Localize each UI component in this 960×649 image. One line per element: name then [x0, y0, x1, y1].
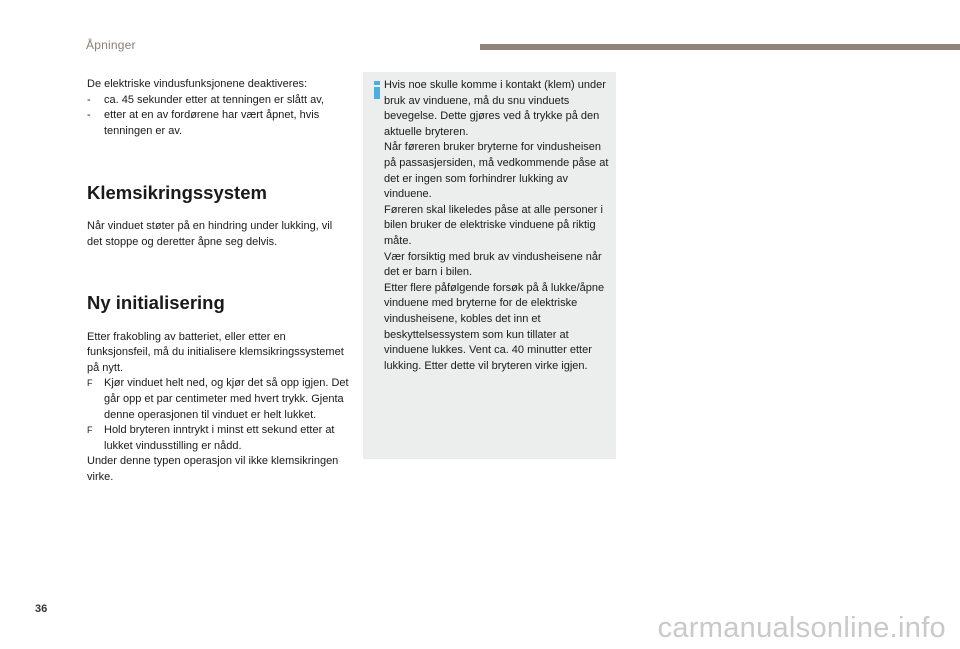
intro-text: De elektriske vindusfunksjonene deaktiveres: — [87, 78, 308, 90]
left-column — [87, 77, 349, 486]
heading-ny-initialisering: Ny initialisering — [87, 291, 225, 313]
dash-marker: - — [87, 109, 91, 122]
info-paragraph: Føreren skal likeledes påse at alle personer i bilen bruker de elektriske vinduene på riktig måte. — [384, 203, 603, 247]
step-item — [87, 423, 349, 454]
list-item-text: ca. 45 sekunder etter at tenningen er slått av, — [104, 93, 324, 106]
checkbox-marker-icon: F — [87, 425, 93, 436]
info-paragraph: Når føreren bruker bryterne for vindusheisen på passasjersiden, må vedkommende påse at det er ingen som forhindrer lukking av vinduene. — [384, 141, 609, 201]
list-item — [87, 108, 349, 139]
step-text: Kjør vinduet helt ned, og kjør det så opp igjen. Det går opp et par centimeter med hvert trykk. Gjenta denne operasjonen til vinduet er helt lukket. — [104, 377, 349, 421]
info-paragraph: Etter flere påfølgende forsøk på å lukke/åpne vinduene med bryterne for de elektriske vindusheisene, kobles det inn et beskyttelsessystem som kun tillater at vinduene lukkes. Vent ca. 40 minutter etter lukking. Etter dette vil bryteren virke igjen. — [384, 281, 605, 372]
dash-marker: - — [87, 93, 91, 106]
info-text — [384, 78, 609, 374]
info-paragraph: Vær forsiktig med bruk av vindusheisene når det er barn i bilen. — [384, 250, 602, 279]
paragraph-init: Etter frakobling av batteriet, eller etter en funksjonsfeil, må du initialisere klemsikringssystemet på nytt. — [87, 330, 344, 374]
page-number: 36 — [35, 603, 48, 615]
list-item — [87, 93, 349, 109]
step-text: Hold bryteren inntrykt i minst ett sekund etter at lukket vindusstilling er nådd. — [104, 424, 335, 452]
heading-klemsikring: Klemsikringssystem — [87, 182, 267, 204]
paragraph-klemsikring: Når vinduet støter på en hindring under lukking, vil det stoppe og deretter åpne seg delvis. — [87, 220, 333, 248]
paragraph-end: Under denne typen operasjon vil ikke klemsikringen virke. — [87, 455, 339, 483]
step-item — [87, 376, 349, 423]
info-box — [363, 72, 616, 459]
list-item-text: etter at en av fordørene har vært åpnet, hvis tenningen er av. — [104, 109, 320, 137]
section-title: Åpninger — [86, 38, 136, 52]
info-paragraph: Hvis noe skulle komme i kontakt (klem) under bruk av vinduene, må du snu vinduets bevegelse. Dette gjøres ved å trykke på den aktuelle bryteren. — [384, 79, 606, 138]
header-bar — [480, 44, 960, 50]
watermark: carmanualsonline.info — [657, 612, 946, 644]
checkbox-marker-icon: F — [87, 378, 93, 389]
info-icon — [371, 81, 383, 99]
